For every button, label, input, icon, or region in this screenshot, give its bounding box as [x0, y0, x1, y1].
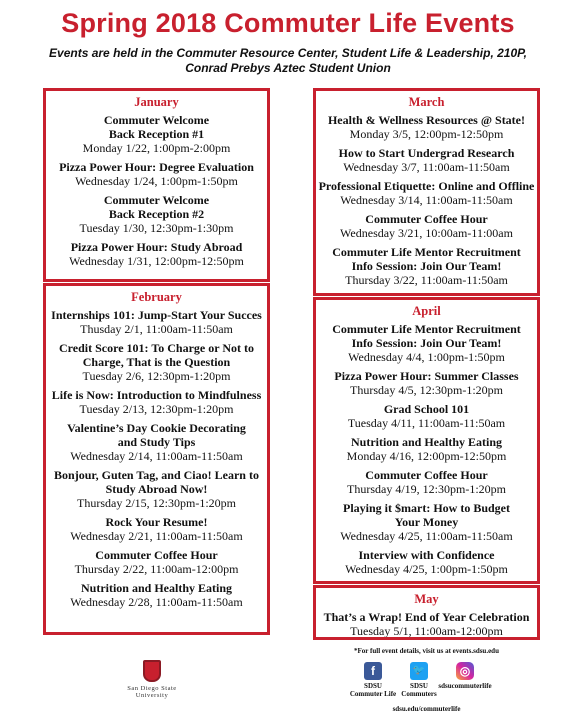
event-name: Commuter Life Mentor Recruitment Info Session: Join Our Team! [332, 245, 521, 273]
event-datetime: Thusday 2/1, 11:00am-11:50am [80, 322, 233, 336]
event-name: Professional Etiquette: Online and Offline [318, 179, 535, 193]
event-item [316, 402, 537, 431]
event-item [46, 388, 267, 417]
event-name: Valentine’s Day Cookie Decorating and Study Tips [67, 421, 246, 449]
event-item [316, 322, 537, 365]
event-datetime: Monday 3/5, 12:00pm-12:50pm [349, 127, 504, 141]
event-item [46, 193, 267, 236]
february-events-box [43, 283, 270, 635]
event-name: Commuter Coffee Hour [95, 548, 218, 562]
event-datetime: Wednesday 4/25, 1:00pm-1:50pm [345, 562, 508, 576]
event-name: Interview with Confidence [358, 548, 495, 562]
month-heading: February [131, 290, 182, 304]
location-subtitle [0, 46, 576, 76]
event-datetime: Wednesday 4/25, 11:00am-11:50am [340, 529, 513, 543]
event-item [316, 548, 537, 577]
event-name: Pizza Power Hour: Degree Evaluation [59, 160, 254, 174]
march-events-box [313, 88, 540, 296]
twitter-label-2: Commuters [401, 690, 437, 698]
may-events-box [313, 585, 540, 640]
event-name: Commuter Life Mentor Recruitment Info Session: Join Our Team! [332, 322, 521, 350]
event-datetime: Wednesday 1/31, 12:00pm-12:50pm [69, 254, 244, 268]
event-details-note: *For full event details, visit us at events.sdsu.edu [354, 647, 499, 655]
event-item [46, 113, 267, 156]
logo-line-1: San Diego State [127, 685, 177, 692]
event-datetime: Thursday 2/15, 12:30pm-1:20pm [77, 496, 236, 510]
instagram-label: sdsucommuterlife [438, 682, 492, 690]
april-events-box [313, 297, 540, 584]
event-datetime: Wednesday 2/21, 11:00am-11:50am [70, 529, 243, 543]
subtitle-line-2: Conrad Prebys Aztec Student Union [185, 61, 391, 75]
event-item [46, 468, 267, 511]
event-item [316, 369, 537, 398]
event-datetime: Wednesday 1/24, 1:00pm-1:50pm [75, 174, 238, 188]
event-item [316, 468, 537, 497]
month-heading: January [134, 95, 179, 109]
facebook-icon: f [364, 662, 382, 680]
event-name: Bonjour, Guten Tag, and Ciao! Learn to Study Abroad Now! [54, 468, 259, 496]
event-name: Commuter Coffee Hour [365, 468, 488, 482]
event-datetime: Thursday 4/5, 12:30pm-1:20pm [350, 383, 503, 397]
event-item [46, 240, 267, 269]
event-datetime: Wednesday 3/14, 11:00am-11:50am [340, 193, 513, 207]
event-name: That’s a Wrap! End of Year Celebration [323, 610, 530, 624]
facebook-label-1: SDSU [364, 682, 382, 690]
event-name: Pizza Power Hour: Summer Classes [334, 369, 519, 383]
event-datetime: Tuesday 2/13, 12:30pm-1:20pm [79, 402, 234, 416]
event-item [316, 501, 537, 544]
logo-line-2: University [135, 692, 169, 699]
event-datetime: Tuesday 4/11, 11:00am-11:50am [347, 416, 506, 430]
event-name: Internships 101: Jump-Start Your Succes [51, 308, 262, 322]
event-datetime: Tuesday 2/6, 12:30pm-1:20pm [82, 369, 231, 383]
event-item [46, 548, 267, 577]
university-seal-icon [143, 660, 161, 682]
twitter-icon: 🐦 [410, 662, 428, 680]
event-datetime: Monday 1/22, 1:00pm-2:00pm [82, 141, 231, 155]
event-name: Commuter Welcome Back Reception #1 [103, 113, 210, 141]
event-name: Commuter Welcome Back Reception #2 [103, 193, 210, 221]
university-logo [112, 660, 192, 699]
event-item [46, 341, 267, 384]
event-item [316, 113, 537, 142]
event-name: Nutrition and Healthy Eating [80, 581, 233, 595]
instagram-icon: ◎ [456, 662, 474, 680]
event-datetime: Monday 4/16, 12:00pm-12:50pm [346, 449, 507, 463]
event-item [46, 421, 267, 464]
month-heading: May [414, 592, 439, 606]
event-item [316, 212, 537, 241]
event-datetime: Thursday 3/22, 11:00am-11:50am [345, 273, 508, 287]
month-heading: March [408, 95, 445, 109]
event-datetime: Tuesday 5/1, 11:00am-12:00pm [350, 624, 503, 638]
event-name: Playing it $mart: How to Budget Your Money [343, 501, 510, 529]
page-title: Spring 2018 Commuter Life Events [61, 8, 515, 38]
event-item [316, 435, 537, 464]
event-datetime: Wednesday 2/14, 11:00am-11:50am [70, 449, 243, 463]
event-datetime: Tuesday 1/30, 12:30pm-1:30pm [79, 221, 234, 235]
event-item [46, 515, 267, 544]
event-name: Commuter Coffee Hour [365, 212, 488, 226]
event-item [316, 610, 537, 639]
event-item [316, 245, 537, 288]
twitter-label-1: SDSU [410, 682, 428, 690]
event-name: Life is Now: Introduction to Mindfulness [51, 388, 262, 402]
event-item [46, 581, 267, 610]
event-datetime: Wednesday 3/7, 11:00am-11:50am [343, 160, 510, 174]
event-datetime: Wednesday 2/28, 11:00am-11:50am [70, 595, 243, 609]
event-name: Credit Score 101: To Charge or Not to Charge, That is the Question [59, 341, 254, 369]
event-name: Grad School 101 [383, 402, 470, 416]
event-name: Pizza Power Hour: Study Abroad [70, 240, 243, 254]
event-datetime: Wednesday 4/4, 1:00pm-1:50pm [348, 350, 505, 364]
subtitle-line-1: Events are held in the Commuter Resource Center, Student Life & Leadership, 210P, [49, 46, 527, 60]
event-item [46, 308, 267, 337]
event-name: Health & Wellness Resources @ State! [327, 113, 526, 127]
event-item [46, 160, 267, 189]
event-name: Nutrition and Healthy Eating [350, 435, 503, 449]
website-url[interactable]: sdsu.edu/commuterlife [392, 705, 461, 713]
instagram-link[interactable] [430, 662, 500, 690]
event-item [316, 146, 537, 175]
event-name: How to Start Undergrad Research [338, 146, 515, 160]
facebook-label-2: Commuter Life [349, 690, 397, 698]
month-heading: April [412, 304, 441, 318]
january-events-box [43, 88, 270, 282]
event-name: Rock Your Resume! [105, 515, 208, 529]
event-datetime: Wednesday 3/21, 10:00am-11:00am [340, 226, 513, 240]
event-item [316, 179, 537, 208]
event-datetime: Thursday 2/22, 11:00am-12:00pm [74, 562, 239, 576]
event-datetime: Thursday 4/19, 12:30pm-1:20pm [347, 482, 506, 496]
